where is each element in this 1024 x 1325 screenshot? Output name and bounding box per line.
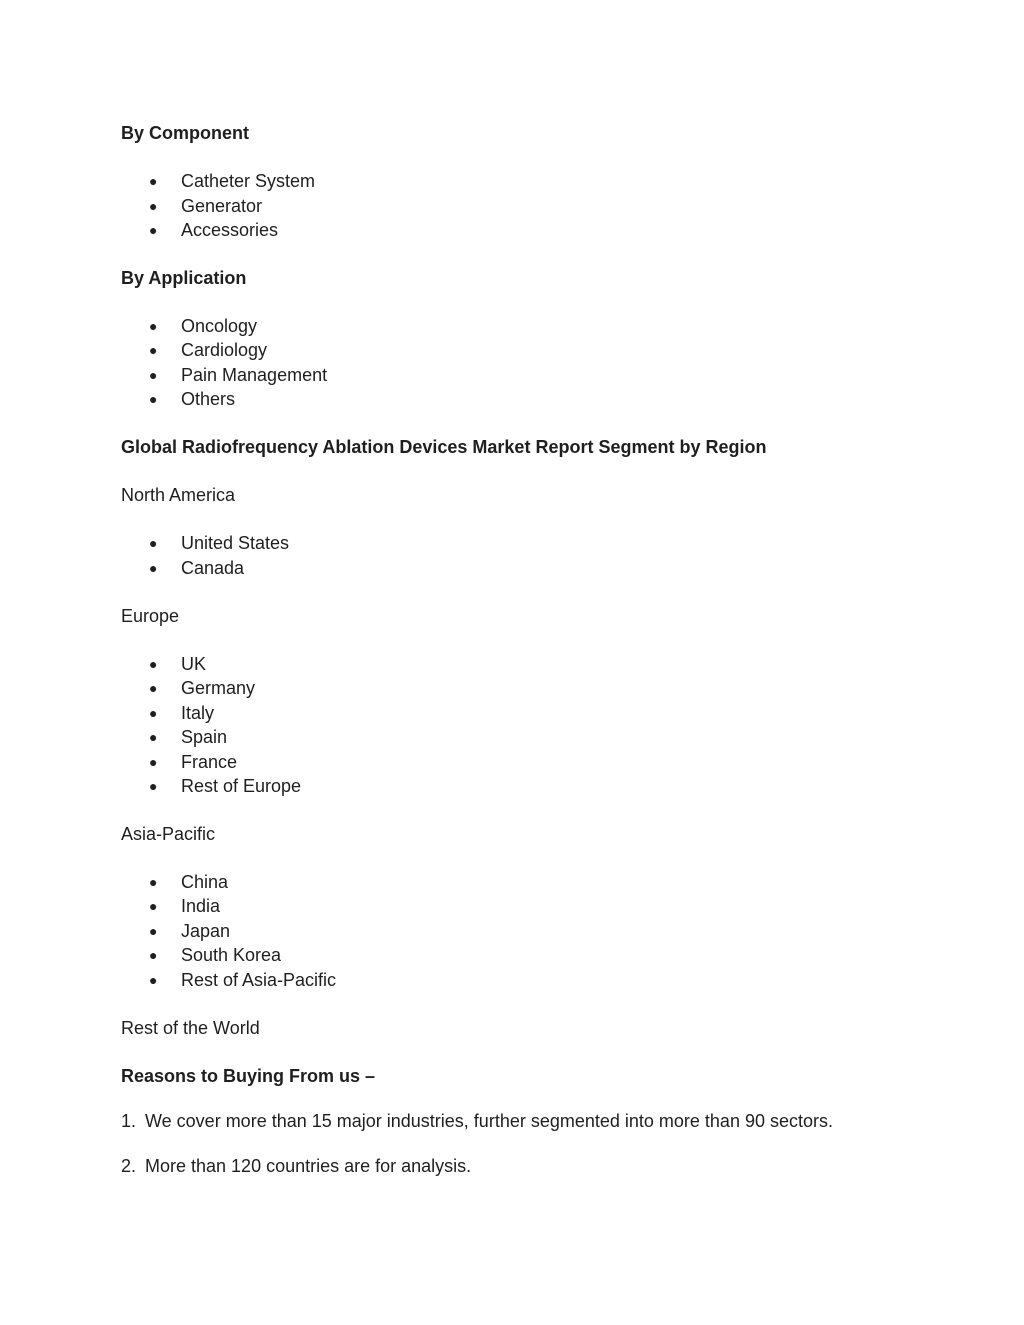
bullet-icon: ● <box>149 222 158 238</box>
list-item: Spain <box>181 727 228 747</box>
bullet-icon: ● <box>149 705 158 721</box>
region-heading: Global Radiofrequency Ablation Devices Market Report Segment by Region <box>121 437 767 457</box>
bullet-icon: ● <box>149 656 158 672</box>
list-item: Rest of Asia-Pacific <box>181 970 337 990</box>
north-america-heading: North America <box>121 485 236 505</box>
by-application-heading: By Application <box>121 268 247 288</box>
bullet-icon: ● <box>149 391 158 407</box>
reason-number: 2. <box>121 1156 137 1176</box>
list-item: Pain Management <box>181 365 328 385</box>
list-item: Cardiology <box>181 340 268 360</box>
list-item: India <box>181 896 221 916</box>
list-item: Generator <box>181 196 263 216</box>
list-item: Accessories <box>181 220 279 240</box>
list-item: United States <box>181 533 290 553</box>
list-item: Catheter System <box>181 171 316 191</box>
bullet-icon: ● <box>149 318 158 334</box>
list-item: Others <box>181 389 236 409</box>
bullet-icon: ● <box>149 778 158 794</box>
bullet-icon: ● <box>149 680 158 696</box>
asia-pacific-heading: Asia-Pacific <box>121 824 216 844</box>
list-item: Italy <box>181 703 215 723</box>
list-item: France <box>181 752 238 772</box>
list-item: Germany <box>181 678 256 698</box>
bullet-icon: ● <box>149 560 158 576</box>
bullet-icon: ● <box>149 173 158 189</box>
bullet-icon: ● <box>149 898 158 914</box>
europe-heading: Europe <box>121 606 180 626</box>
list-item: Japan <box>181 921 231 941</box>
reason-text: More than 120 countries are for analysis. <box>145 1156 472 1176</box>
by-component-heading: By Component <box>121 123 249 143</box>
bullet-icon: ● <box>149 972 158 988</box>
rest-of-world-heading: Rest of the World <box>121 1018 260 1038</box>
bullet-icon: ● <box>149 874 158 890</box>
list-item: Canada <box>181 558 245 578</box>
list-item: UK <box>181 654 207 674</box>
bullet-icon: ● <box>149 367 158 383</box>
bullet-icon: ● <box>149 342 158 358</box>
reasons-heading: Reasons to Buying From us – <box>121 1066 376 1086</box>
list-item: South Korea <box>181 945 282 965</box>
reason-number: 1. <box>121 1111 137 1131</box>
reason-text: We cover more than 15 major industries, further segmented into more than 90 sectors. <box>145 1111 833 1131</box>
bullet-icon: ● <box>149 198 158 214</box>
bullet-icon: ● <box>149 947 158 963</box>
bullet-icon: ● <box>149 729 158 745</box>
list-item: Rest of Europe <box>181 776 302 796</box>
bullet-icon: ● <box>149 923 158 939</box>
bullet-icon: ● <box>149 754 158 770</box>
list-item: China <box>181 872 229 892</box>
list-item: Oncology <box>181 316 258 336</box>
bullet-icon: ● <box>149 535 158 551</box>
